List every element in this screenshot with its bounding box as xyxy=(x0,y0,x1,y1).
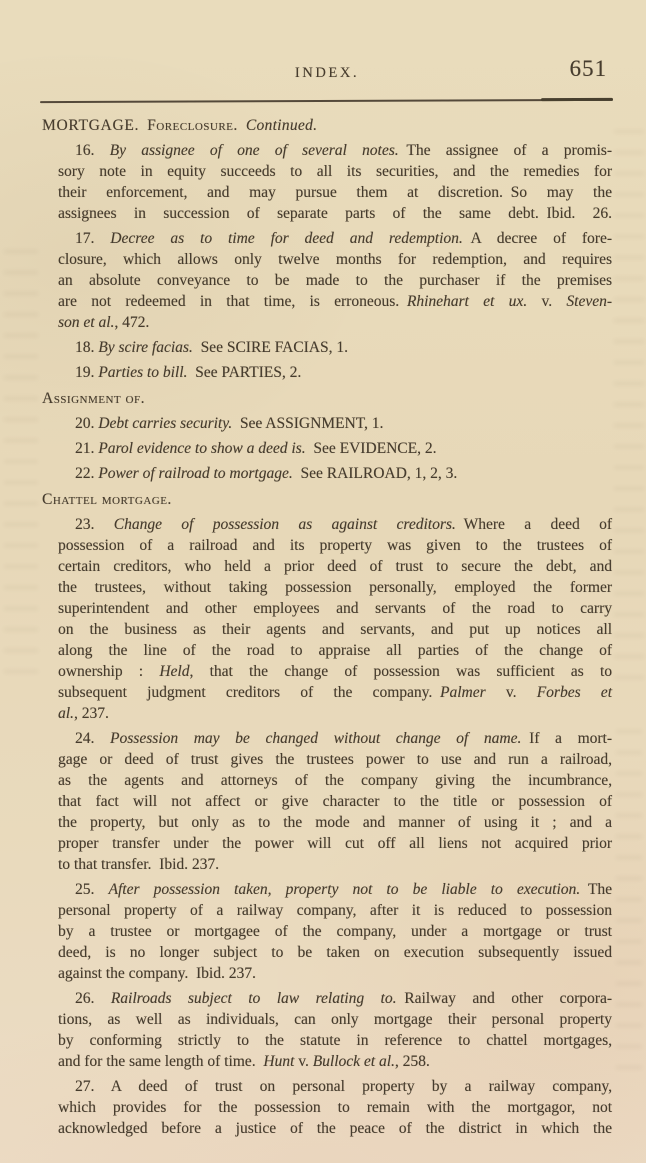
text-line: which provides for the possession to remain with the mortgagor, not xyxy=(58,1099,612,1116)
text-line: 25. After possession taken, property not to be liable to execution. The xyxy=(75,881,613,898)
text-line: Assignment of. xyxy=(42,390,145,407)
header-rule xyxy=(40,99,613,103)
section-heading xyxy=(42,388,612,409)
text-line: 18. By scire facias. See SCIRE FACIAS, 1. xyxy=(75,339,348,356)
text-line: closure, which allows only twelve months for redemption, and requires xyxy=(58,251,612,268)
text-line: 16. By assignee of one of several notes. The assignee of a promis- xyxy=(75,142,612,159)
text-line: their enforcement, and may pursue them at discretion. So may the xyxy=(58,184,612,201)
bleed-through-ghost xyxy=(614,130,644,690)
text-line: to that transfer. Ibid. 237. xyxy=(58,856,219,873)
page-number: 651 xyxy=(569,56,607,81)
text-line: on the business as their agents and servants, and put up notices all xyxy=(58,621,612,638)
text-line: 21. Parol evidence to show a deed is. See EVIDENCE, 2. xyxy=(75,440,437,457)
text-line: by conforming strictly to the statute in reference to chattel mortgages, xyxy=(58,1032,612,1049)
index-entry xyxy=(58,228,612,333)
index-entry xyxy=(58,140,612,224)
index-entry xyxy=(58,514,612,724)
text-line: 17. Decree as to time for deed and redemption. A decree of fore- xyxy=(75,230,613,247)
index-entries xyxy=(42,110,612,1139)
running-head: INDEX. xyxy=(294,65,360,81)
text-line: certain creditors, who held a prior deed of trust to secure the debt, and xyxy=(58,558,612,575)
text-line: tions, as well as individuals, can only mortgage their personal property xyxy=(58,1011,612,1028)
index-entry xyxy=(58,337,612,358)
text-line: 24. Possession may be changed without change of name. If a mort- xyxy=(75,730,613,747)
index-entry xyxy=(58,463,612,484)
index-entry xyxy=(58,362,612,383)
text-line: an absolute conveyance to be made to the purchaser if the premises xyxy=(58,272,612,289)
index-entry xyxy=(58,879,612,984)
text-line: al., 237. xyxy=(58,705,109,722)
text-line: and for the same length of time. Hunt v. Bullock et al., 258. xyxy=(58,1053,430,1070)
index-entry xyxy=(58,728,612,875)
text-line: that fact will not affect or give character to the title or possession of xyxy=(58,793,612,810)
text-line: ownership : Held, that the change of possession was sufficient as to xyxy=(58,663,612,680)
text-line: 20. Debt carries security. See ASSIGNMENT, 1. xyxy=(75,415,384,432)
bleed-through-ghost xyxy=(616,730,642,1070)
bleed-through-ghost xyxy=(4,250,38,690)
text-line: the trustees, without taking possession personally, employed the former xyxy=(58,579,612,596)
page-header xyxy=(42,58,612,88)
section-heading xyxy=(42,489,612,510)
index-entry xyxy=(58,988,612,1072)
text-line: son et al., 472. xyxy=(58,314,150,331)
text-line: are not redeemed in that time, is erroneous. Rhinehart et ux. v. Steven- xyxy=(58,293,613,310)
text-line: possession of a railroad and its property was given to the trustees of xyxy=(58,537,612,554)
text-line: proper transfer under the power will cut off all liens not acquired prior xyxy=(58,835,612,852)
text-line: personal property of a railway company, after it is reduced to possession xyxy=(58,902,612,919)
text-line: superintendent and other employees and servants of the road to carry xyxy=(58,600,612,617)
text-line: sory note in equity succeeds to all its securities, and the remedies for xyxy=(58,163,612,180)
text-line: the property, but only as to the mode and manner of using it ; and a xyxy=(58,814,612,831)
text-line: 19. Parties to bill. See PARTIES, 2. xyxy=(75,364,302,381)
text-line: by a trustee or mortgagee of the company, under a mortgage or trust xyxy=(58,923,612,940)
text-line: Chattel mortgage. xyxy=(42,491,172,508)
text-line: gage or deed of trust gives the trustees power to use and run a railroad, xyxy=(58,751,612,768)
text-line: 27. A deed of trust on personal property by a railway company, xyxy=(75,1078,612,1095)
text-line: acknowledged before a justice of the peace of the district in which the xyxy=(58,1120,612,1137)
section-heading xyxy=(42,115,612,136)
text-line: MORTGAGE. Foreclosure. Continued. xyxy=(42,117,318,134)
text-line: deed, is no longer subject to be taken on execution subsequently issued xyxy=(58,944,612,961)
header-rule-cap xyxy=(541,98,613,101)
index-entry xyxy=(58,413,612,434)
index-entry xyxy=(58,438,612,459)
index-entry xyxy=(58,1076,612,1139)
text-line: assignees in succession of separate parts of the same debt. Ibid. 26. xyxy=(58,205,612,222)
text-line: 22. Power of railroad to mortgage. See RAILROAD, 1, 2, 3. xyxy=(75,465,458,482)
text-line: 23. Change of possession as against creditors. Where a deed of xyxy=(75,516,612,533)
text-line: 26. Railroads subject to law relating to. Railway and other corpora- xyxy=(75,990,612,1007)
text-line: against the company. Ibid. 237. xyxy=(58,965,256,982)
text-line: subsequent judgment creditors of the company. Palmer v. Forbes et xyxy=(58,684,612,701)
text-line: as the agents and attorneys of the company giving the incumbrance, xyxy=(58,772,612,789)
text-line: along the line of the road to appraise all parties of the change of xyxy=(58,642,612,659)
